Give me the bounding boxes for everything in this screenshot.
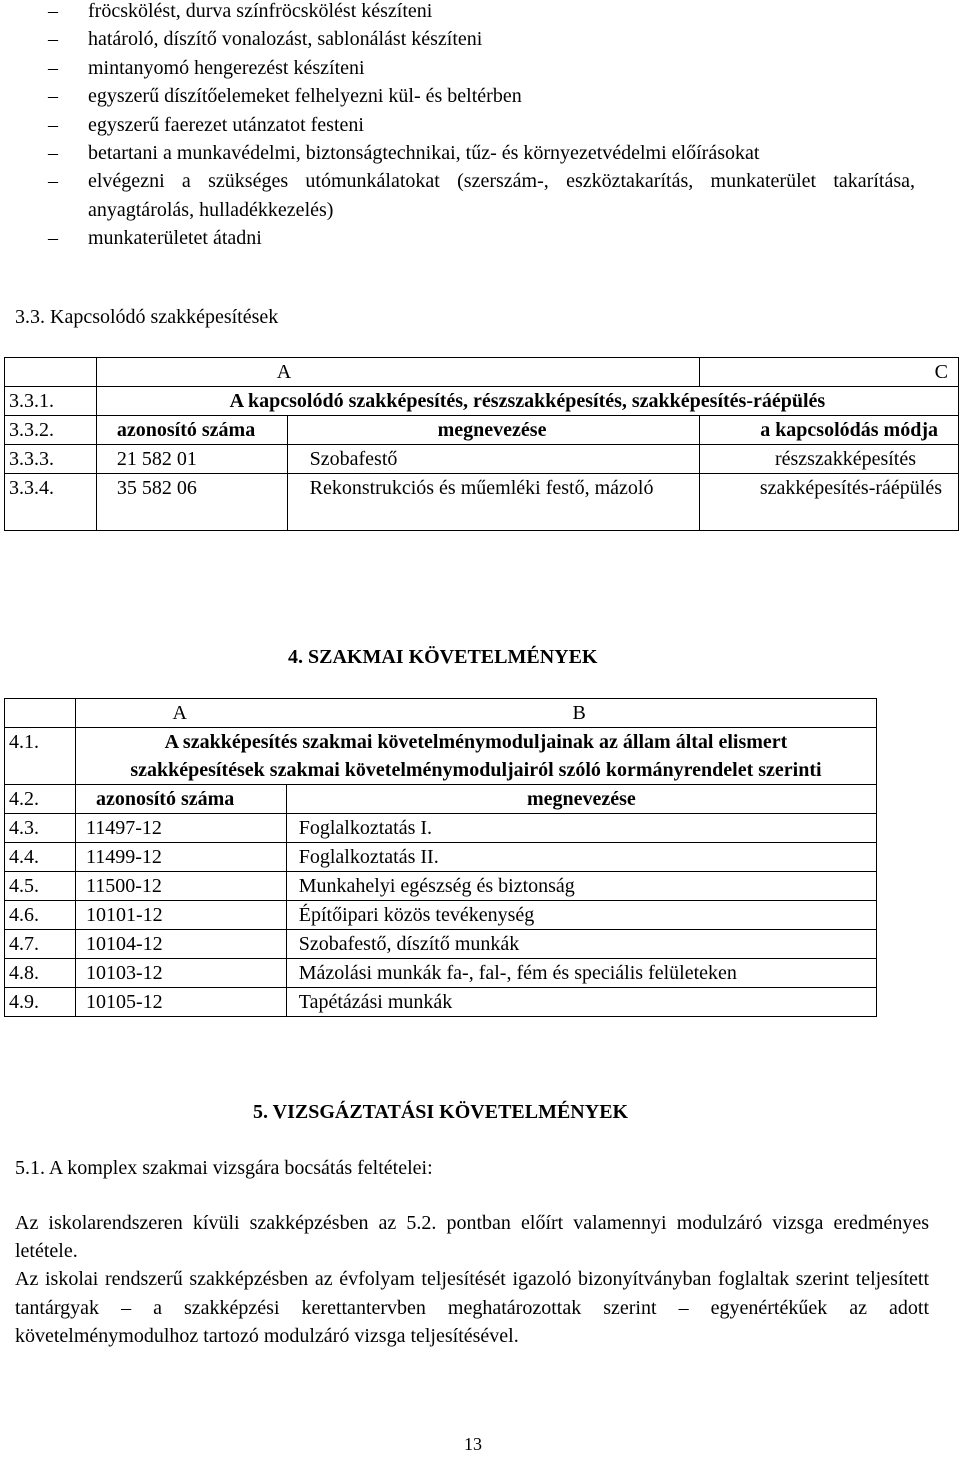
table-row: [5, 387, 959, 416]
row-number: 4.1.: [5, 728, 76, 785]
dash-marker: –: [48, 113, 58, 136]
column-header-a: [96, 358, 699, 387]
table-row: [5, 474, 959, 531]
table-cell: Mázolási munkák fa-, fal-, fém és speciális felületeken: [286, 959, 876, 988]
list-item-text: egyszerű díszítőelemeket felhelyezni kül- és beltérben: [88, 85, 522, 108]
table-row: [5, 988, 877, 1017]
table-row: [5, 901, 877, 930]
row-number: 3.3.3.: [5, 445, 97, 474]
dash-marker: –: [48, 56, 58, 79]
table-cell: Foglalkoztatás II.: [286, 843, 876, 872]
table-row: [5, 416, 959, 445]
list-item: [10, 54, 915, 82]
table-cell: a kapcsolódás módja: [700, 416, 959, 445]
row-number: 4.3.: [5, 814, 76, 843]
dash-marker: –: [48, 28, 58, 51]
list-item-text: elvégezni a szükséges utómunkálatokat (szerszám-, eszköztakarítás, munkaterület takarítása, anyagtárolás, hulladékkezelés): [88, 170, 915, 221]
bullet-list: [10, 0, 915, 253]
table-cell: 11497-12: [75, 814, 286, 843]
table-cell: szakképesítés-ráépülés: [700, 474, 959, 531]
row-number: 4.8.: [5, 959, 76, 988]
table-cell: A kapcsolódó szakképesítés, részszakképesítés, szakképesítés-ráépülés: [96, 387, 958, 416]
list-item: [10, 167, 915, 224]
row-number: 4.6.: [5, 901, 76, 930]
row-number: 4.2.: [5, 785, 76, 814]
table-cell: Foglalkoztatás I.: [286, 814, 876, 843]
table-row: [5, 785, 877, 814]
dash-marker: –: [48, 142, 58, 165]
list-item: [10, 224, 915, 252]
table-cell: Építőipari közös tevékenység: [286, 901, 876, 930]
table-row: [5, 930, 877, 959]
subsection-heading-5-1: 5.1. A komplex szakmai vizsgára bocsátás feltételei:: [15, 1157, 433, 1179]
table-cell: [5, 699, 76, 728]
list-item-text: határoló, díszítő vonalozást, sablonálást készíteni: [88, 28, 483, 51]
paragraph: Az iskolai rendszerű szakképzésben az évfolyam teljesítését igazoló bizonyítványban foglaltak szerint teljesített tantárgyak – a szakképzési kerettantervben meghatározottak szerint – egyenértékűek az adott követelménymodulhoz tartozó modulzáró vizsga teljesítésével.: [15, 1268, 929, 1347]
professional-requirements-table: [4, 698, 877, 1017]
table-row: [5, 843, 877, 872]
table-cell: 35 582 06: [96, 474, 287, 531]
list-item: [10, 25, 915, 53]
list-item: [10, 82, 915, 110]
table-cell: azonosító száma: [96, 416, 287, 445]
table-cell: Rekonstrukciós és műemléki festő, mázoló: [287, 474, 700, 531]
table-cell: Szobafestő: [287, 445, 700, 474]
row-number: 4.4.: [5, 843, 76, 872]
table-row: [5, 814, 877, 843]
table-row: [5, 728, 877, 785]
row-number: 4.7.: [5, 930, 76, 959]
table-cell: megnevezése: [287, 416, 700, 445]
table-cell: Tapétázási munkák: [286, 988, 876, 1017]
column-label: A: [276, 361, 292, 383]
row-number: 3.3.4.: [5, 474, 97, 531]
table-cell: megnevezése: [286, 785, 876, 814]
list-item-text: fröcskölést, durva színfröcskölést készíteni: [88, 0, 433, 22]
dash-marker: –: [48, 85, 58, 108]
list-item: [10, 111, 915, 139]
table-cell: 11500-12: [75, 872, 286, 901]
table-cell: 21 582 01: [96, 445, 287, 474]
dash-marker: –: [48, 0, 58, 22]
table-cell: Munkahelyi egészség és biztonság: [286, 872, 876, 901]
table-cell: Szobafestő, díszítő munkák: [286, 930, 876, 959]
table-cell: 10103-12: [75, 959, 286, 988]
section-heading-4: 4. SZAKMAI KÖVETELMÉNYEK: [288, 646, 598, 668]
row-number: 3.3.2.: [5, 416, 97, 445]
table-row: [5, 358, 959, 387]
row-number: 4.9.: [5, 988, 76, 1017]
table-row: [5, 872, 877, 901]
table-cell: 10101-12: [75, 901, 286, 930]
table-cell: 10105-12: [75, 988, 286, 1017]
table-cell: A szakképesítés szakmai követelménymoduljainak az állam által elismert szakképesítések szakmai követelménymoduljairól szóló kormányrendelet szerinti: [75, 728, 876, 785]
table-cell: 11499-12: [75, 843, 286, 872]
row-number: 3.3.1.: [5, 387, 97, 416]
column-label: B: [572, 702, 586, 724]
column-label: A: [172, 702, 187, 724]
table-row: [5, 699, 877, 728]
row-number: 4.5.: [5, 872, 76, 901]
section-heading-3-3: 3.3. Kapcsolódó szakképesítések: [15, 306, 279, 328]
list-item-text: betartani a munkavédelmi, biztonságtechnikai, tűz- és környezetvédelmi előírásokat: [88, 142, 760, 165]
column-header-c: C: [700, 358, 959, 387]
table-cell: 10104-12: [75, 930, 286, 959]
body-paragraphs: [15, 1209, 929, 1350]
table-cell: azonosító száma: [75, 785, 286, 814]
table-cell: részszakképesítés: [700, 445, 959, 474]
section-heading-5: 5. VIZSGÁZTATÁSI KÖVETELMÉNYEK: [253, 1101, 629, 1123]
column-header-a: [75, 699, 876, 728]
dash-marker: –: [48, 170, 58, 193]
table-cell: [5, 358, 97, 387]
paragraph: Az iskolarendszeren kívüli szakképzésben az 5.2. pontban előírt valamennyi modulzáró vizsga eredményes letétele.: [15, 1212, 929, 1263]
table-row: [5, 445, 959, 474]
page-number: 13: [464, 1434, 482, 1454]
related-qualifications-table: [4, 357, 959, 531]
list-item: [10, 0, 915, 25]
list-item-text: egyszerű faerezet utánzatot festeni: [88, 113, 364, 136]
dash-marker: –: [48, 227, 58, 250]
table-row: [5, 959, 877, 988]
list-item: [10, 139, 915, 167]
list-item-text: mintanyomó hengerezést készíteni: [88, 56, 365, 79]
list-item-text: munkaterületet átadni: [88, 227, 262, 250]
